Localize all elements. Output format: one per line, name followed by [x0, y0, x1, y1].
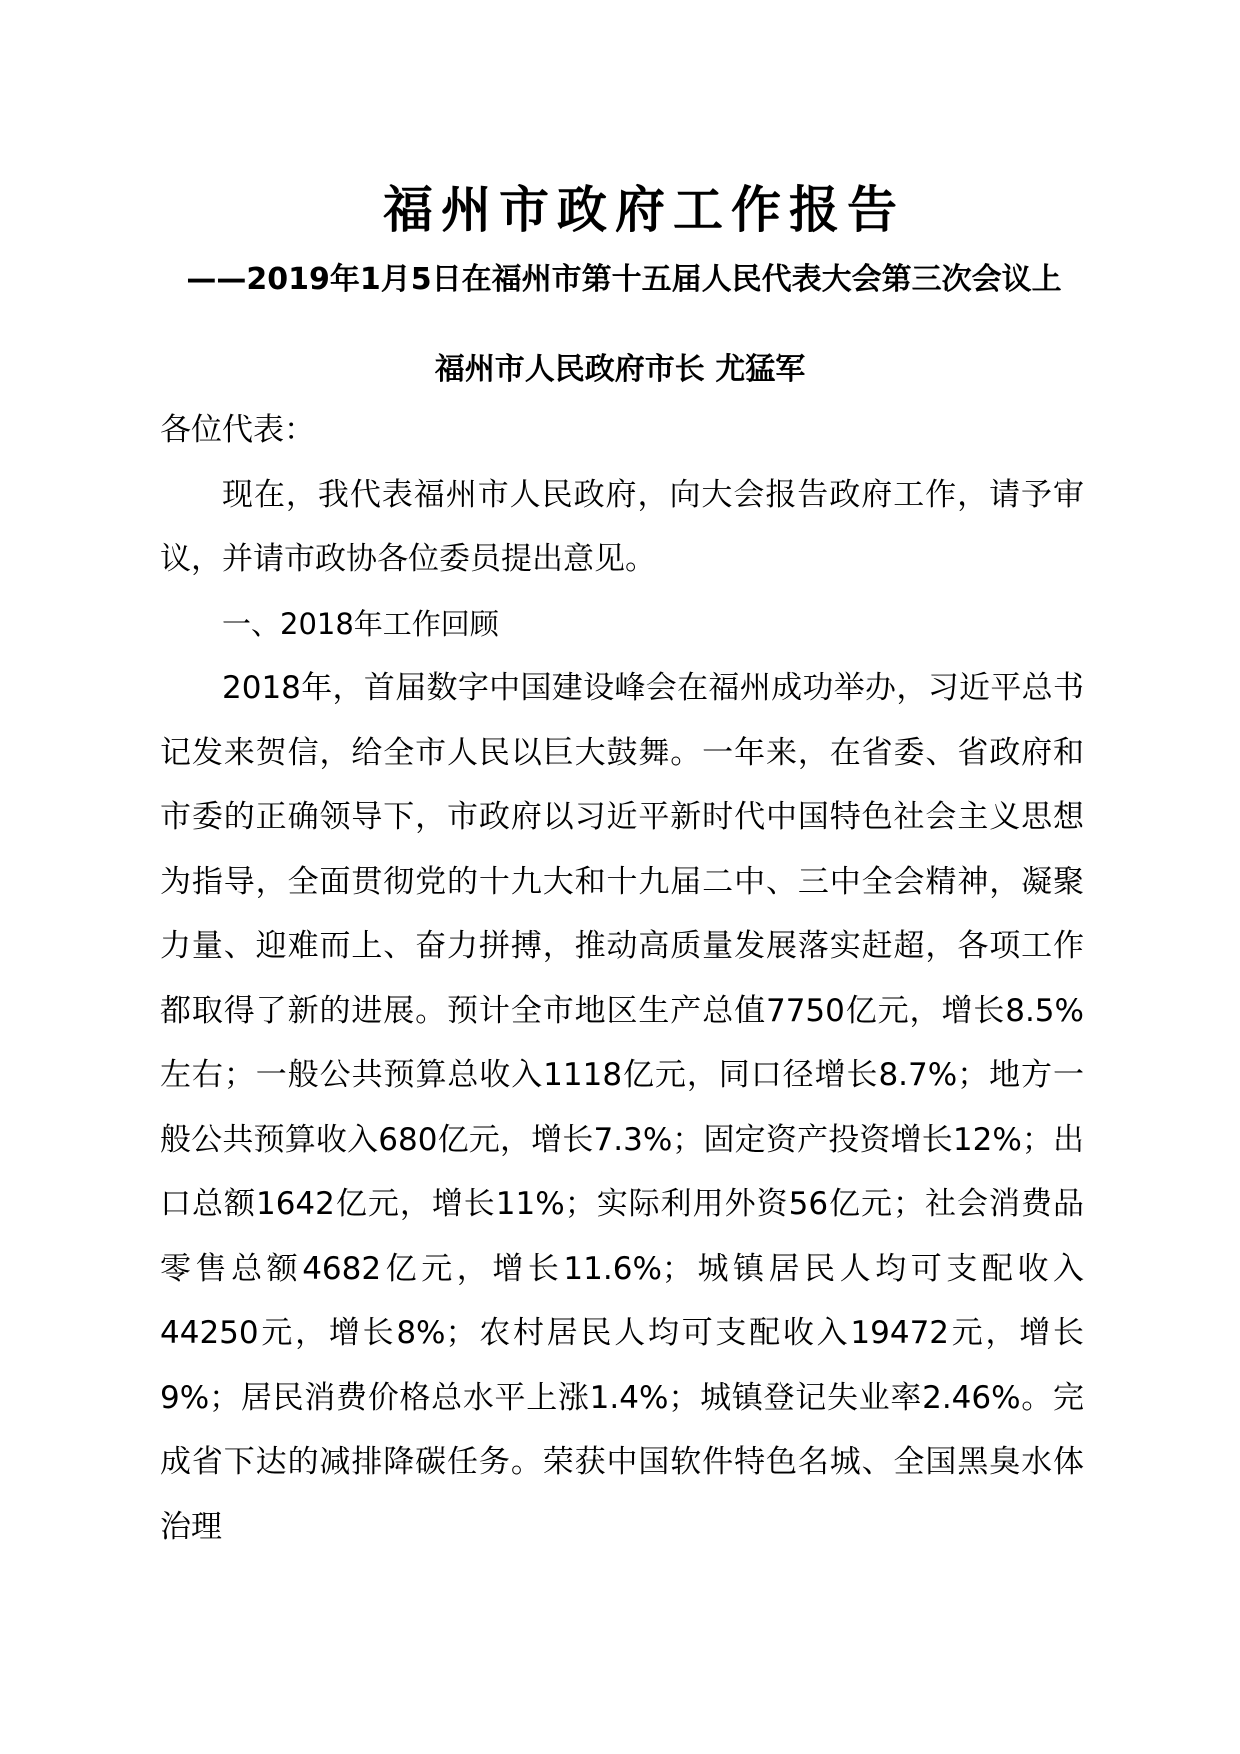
salutation: 各位代表： [160, 412, 315, 448]
document-body [160, 398, 1084, 1559]
document-subtitle: ——2019年1月5日在福州市第十五届人民代表大会第三次会议上 [186, 262, 1062, 297]
document-author-line: 福州市人民政府市长 尤猛军 [434, 352, 806, 387]
review-paragraph: 2018年，首届数字中国建设峰会在福州成功举办，习近平总书记发来贺信，给全市人民以巨大鼓舞。一年来，在省委、省政府和市委的正确领导下，市政府以习近平新时代中国特色社会主义思想为指导，全面贯彻党的十九大和十九届二中、三中全会精神，凝聚力量、迎难而上、奋力拼搏，推动高质量发展落实赶超，各项工作都取得了新的进展。预计全市地区生产总值7750亿元，增长8.5%左右；一般公共预算总收入1118亿元，同口径增长8.7%；地方一般公共预算收入680亿元，增长7.3%；固定资产投资增长12%；出口总额1642亿元，增长11%；实际利用外资56亿元；社会消费品零售总额4682亿元，增长11.6%；城镇居民人均可支配收入44250元，增长8%；农村居民人均可支配收入19472元，增长9%；居民消费价格总水平上涨1.4%；城镇登记失业率2.46%。完成省下达的减排降碳任务。荣获中国软件特色名城、全国黑臭水体治理 [160, 670, 1084, 1545]
document-title: 福州市政府工作报告 [383, 181, 905, 239]
intro-paragraph: 现在，我代表福州市人民政府，向大会报告政府工作，请予审议，并请市政协各位委员提出意见。 [160, 476, 1084, 577]
section-heading: 一、2018年工作回顾 [222, 606, 499, 641]
